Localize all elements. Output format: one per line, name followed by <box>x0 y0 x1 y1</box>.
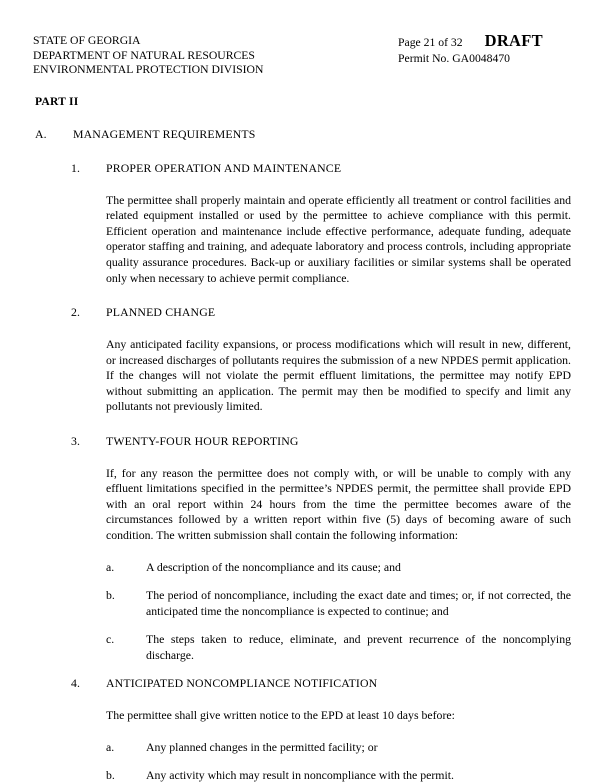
subitem-text: A description of the noncompliance and its cause; and <box>146 559 401 574</box>
subitem-text: The steps taken to reduce, eliminate, and prevent recurrence of the noncomplying discharge. <box>146 632 571 662</box>
document-body <box>33 95 570 784</box>
subitem-3c <box>106 632 571 663</box>
page-number: Page 21 of 32 <box>398 36 463 49</box>
item-paragraph: The permittee shall properly maintain and operate efficiently all treatment or control facilities and related equipment installed or used by the permittee to achieve compliance with this permit. Efficient operation and maintenance include effective performance, adequate funding, adequate operator staffing and training, and adequate laboratory and process controls, including appropriate quality assurance procedures. Back-up or auxiliary facilities or similar systems shall be operated only when necessary to achieve permit compliance. <box>106 192 571 285</box>
subitem-4b <box>106 768 571 784</box>
item-marker: 1. <box>71 160 81 175</box>
item-paragraph: If, for any reason the permittee does not comply with, or will be unable to comply with any effluent limitations specified in the permittee’s NPDES permit, the permittee shall provide EPD with an oral report within 24 hours from the time the permittee becomes aware of the circumstances followed by a written report within five (5) days of becoming aware of such condition. The written submission shall contain the following information: <box>106 465 571 542</box>
agency-heading <box>33 34 263 78</box>
page-header <box>33 31 570 78</box>
subitem-marker: b. <box>106 768 115 783</box>
item-heading-2 <box>71 305 570 320</box>
item-label: PLANNED CHANGE <box>106 305 216 320</box>
subitem-3a <box>106 560 571 576</box>
subitem-marker: b. <box>106 588 115 603</box>
subitem-marker: c. <box>106 632 115 647</box>
header-meta-row <box>398 31 568 51</box>
item-marker: 4. <box>71 676 81 691</box>
subitem-text: Any planned changes in the permitted facility; or <box>146 739 378 754</box>
section-label: MANAGEMENT REQUIREMENTS <box>73 126 256 141</box>
subitem-text: The period of noncompliance, including the exact date and times; or, if not corrected, the anticipated time the noncompliance is expected to continue; and <box>146 588 571 618</box>
subitem-marker: a. <box>106 559 115 574</box>
agency-line-division: ENVIRONMENTAL PROTECTION DIVISION <box>33 63 264 77</box>
item-paragraph: Any anticipated facility expansions, or process modifications which will result in new, different, or increased discharges of pollutants requires the submission of a new NPDES permit application. If the changes will not violate the permit effluent limitations, the permittee may notify EPD without submitting an application. The permit may then be modified to specify and limit any pollutants not previously limited. <box>106 337 571 414</box>
item-heading-3 <box>71 434 570 449</box>
item-heading-1 <box>71 161 570 176</box>
section-heading-a <box>35 127 570 142</box>
item-paragraph: The permittee shall give written notice to the EPD at least 10 days before: <box>106 708 455 723</box>
item-heading-4 <box>71 676 570 691</box>
agency-line-department: DEPARTMENT OF NATURAL RESOURCES <box>33 48 255 62</box>
part-title: PART II <box>35 94 79 108</box>
permit-number: Permit No. GA0048470 <box>398 51 511 65</box>
item-label: TWENTY-FOUR HOUR REPORTING <box>106 433 299 448</box>
subitem-4a <box>106 740 571 756</box>
agency-line-state: STATE OF GEORGIA <box>33 34 141 47</box>
subitem-3b <box>106 588 571 619</box>
item-label: ANTICIPATED NONCOMPLIANCE NOTIFICATION <box>106 676 378 691</box>
draft-watermark: DRAFT <box>484 31 543 50</box>
subitem-marker: a. <box>106 739 115 754</box>
header-meta <box>398 31 568 66</box>
item-marker: 2. <box>71 305 81 320</box>
section-marker: A. <box>35 126 47 141</box>
subitem-text: Any activity which may result in noncompliance with the permit. <box>146 768 454 783</box>
item-marker: 3. <box>71 433 81 448</box>
item-label: PROPER OPERATION AND MAINTENANCE <box>106 160 342 175</box>
